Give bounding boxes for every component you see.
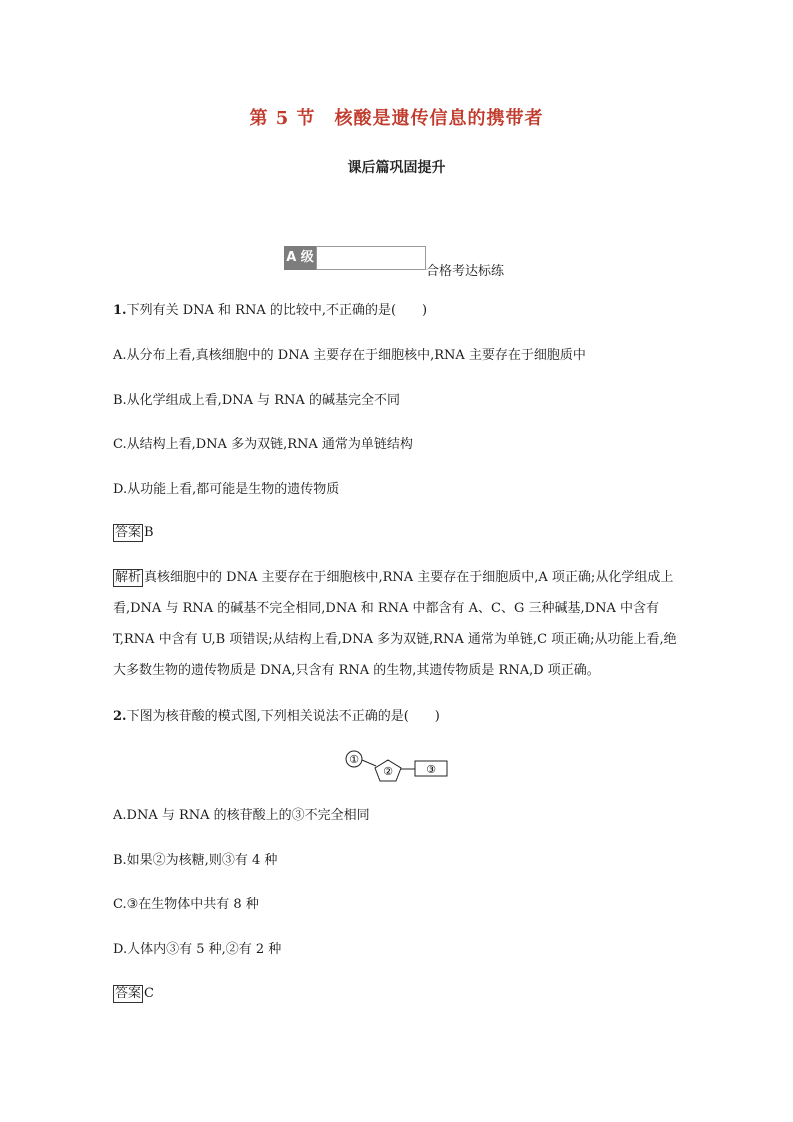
- base-label: ③: [426, 763, 436, 776]
- question-2: [113, 708, 440, 726]
- question-1-stem: 下列有关 DNA 和 RNA 的比较中,不正确的是( ): [126, 303, 428, 318]
- phosphate-bond: [362, 760, 376, 766]
- question-1-option-d: D.从功能上看,都可能是生物的遗传物质: [113, 482, 340, 497]
- analysis-text: 真核细胞中的 DNA 主要存在于细胞核中,RNA 主要存在于细胞质中,A 项正确;从化学组成上看,DNA 与 RNA 的碱基不完全相同,DNA 和 RNA 中都含有 A、C、G 三种碱基,DNA 中含有 T,RNA 中含有 U,B 项错误;从结构上看,DNA 多为双链,RNA 通常为单链,C 项正确;从功能上看,绝大多数生物的遗传物质是 DNA,只含有 RNA 的生物,其遗传物质是 RNA,D 项正确。: [113, 570, 677, 678]
- question-2-option-a: A.DNA 与 RNA 的核苷酸上的③不完全相同: [113, 808, 370, 823]
- question-2-number: 2.: [113, 709, 127, 724]
- question-1-number: 1.: [113, 303, 127, 318]
- sugar-label: ②: [383, 765, 393, 778]
- question-1-analysis: [113, 562, 683, 686]
- answer-value: B: [144, 525, 154, 540]
- question-1-option-a: A.从分布上看,真核细胞中的 DNA 主要存在于细胞核中,RNA 主要存在于细胞质中: [113, 348, 586, 363]
- analysis-tag: 解析: [115, 570, 142, 585]
- level-badge-box: [316, 246, 426, 270]
- question-1: [113, 302, 427, 320]
- question-1-option-c: C.从结构上看,DNA 多为双链,RNA 通常为单链结构: [113, 437, 413, 452]
- phosphate-label: ①: [349, 753, 359, 766]
- question-1-option-b: B.从化学组成上看,DNA 与 RNA 的碱基完全不同: [113, 393, 400, 408]
- level-badge-label: A 级: [284, 246, 316, 270]
- page-subtitle: 课后篇巩固提升: [347, 160, 446, 176]
- answer-tag: 答案: [115, 986, 142, 1001]
- answer-tag: 答案: [115, 525, 142, 540]
- question-1-answer: [113, 524, 154, 542]
- page-title: 第 5 节 核酸是遗传信息的携带者: [249, 108, 544, 129]
- question-2-option-b: B.如果②为核糖,则③有 4 种: [113, 853, 278, 868]
- question-2-option-c: C.③在生物体中共有 8 种: [113, 897, 259, 912]
- question-2-stem: 下图为核苷酸的模式图,下列相关说法不正确的是( ): [126, 709, 440, 724]
- nucleotide-diagram: [340, 748, 455, 784]
- level-label: 合格考达标练: [426, 264, 505, 279]
- question-2-answer: [113, 985, 154, 1003]
- level-badge: [284, 246, 424, 270]
- answer-value: C: [144, 986, 154, 1001]
- question-2-option-d: D.人体内③有 5 种,②有 2 种: [113, 942, 282, 957]
